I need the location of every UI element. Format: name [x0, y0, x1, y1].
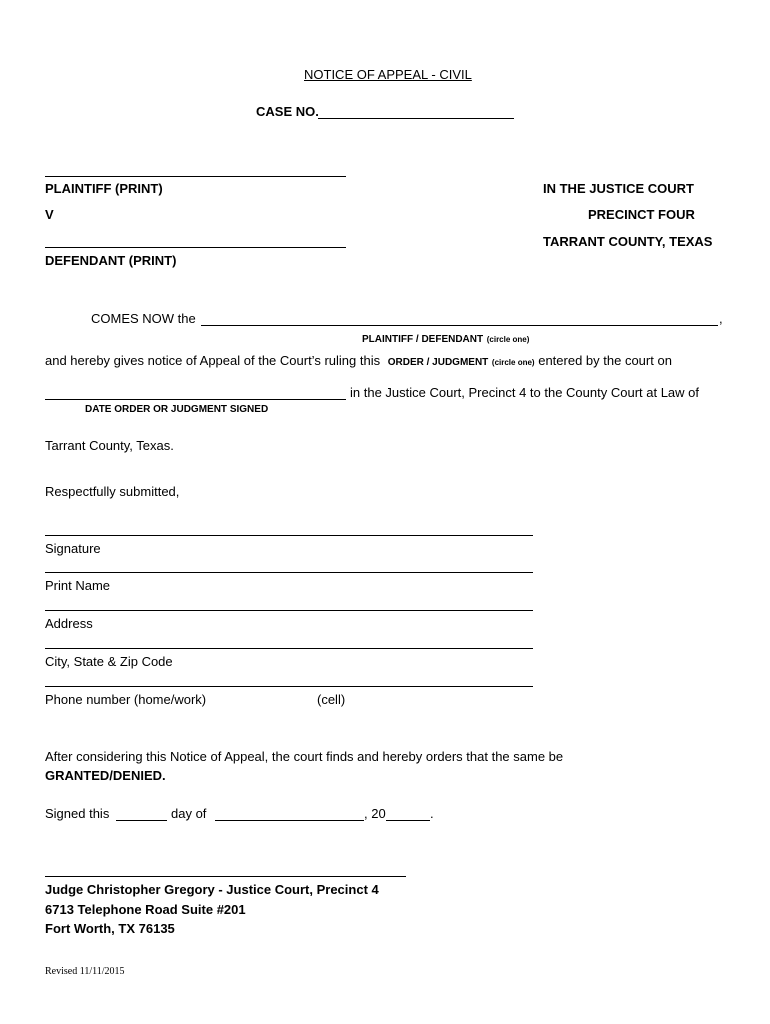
- phone-field[interactable]: [45, 686, 533, 687]
- versus-label: V: [45, 207, 54, 222]
- party-circle-one: (circle one): [486, 335, 530, 344]
- respectfully-text: Respectfully submitted,: [45, 484, 180, 499]
- granted-denied: GRANTED/DENIED.: [45, 768, 166, 783]
- party-choice: [362, 330, 529, 345]
- month-field[interactable]: [215, 820, 364, 821]
- signed-this-label: Signed this: [45, 806, 110, 821]
- address-field[interactable]: [45, 610, 533, 611]
- judge-address-1: 6713 Telephone Road Suite #201: [45, 902, 246, 917]
- consider-text: After considering this Notice of Appeal, the court finds and hereby orders that the same be: [45, 749, 564, 764]
- comma: ,: [719, 311, 723, 326]
- plaintiff-label: PLAINTIFF (PRINT): [45, 181, 163, 196]
- entered-text: entered by the court on: [538, 353, 672, 368]
- day-field[interactable]: [116, 820, 167, 821]
- date-label: DATE ORDER OR JUDGMENT SIGNED: [85, 404, 269, 415]
- party-field[interactable]: [201, 325, 718, 326]
- court-line-1: IN THE JUSTICE COURT: [543, 181, 694, 196]
- date-field[interactable]: [45, 399, 346, 400]
- document-title: NOTICE OF APPEAL - CIVIL: [304, 67, 472, 82]
- county-text: Tarrant County, Texas.: [45, 438, 174, 453]
- signature-field[interactable]: [45, 535, 533, 536]
- party-choice-label: PLAINTIFF / DEFENDANT: [362, 334, 484, 345]
- comes-now-text: COMES NOW the: [91, 311, 196, 326]
- plaintiff-field[interactable]: [45, 176, 346, 177]
- year-field[interactable]: [386, 820, 430, 821]
- notice-text: and hereby gives notice of Appeal of the Court’s ruling this: [45, 353, 381, 368]
- day-of-label: day of: [171, 806, 207, 821]
- phone-label: Phone number (home/work): [45, 692, 207, 707]
- judge-address-2: Fort Worth, TX 76135: [45, 921, 175, 936]
- city-state-zip-label: City, State & Zip Code: [45, 654, 173, 669]
- order-circle-one: (circle one): [491, 358, 535, 367]
- signature-label: Signature: [45, 541, 101, 556]
- city-state-zip-field[interactable]: [45, 648, 533, 649]
- order-choice-label: ORDER / JUDGMENT: [387, 357, 489, 368]
- defendant-field[interactable]: [45, 247, 346, 248]
- period: .: [430, 806, 434, 821]
- address-label: Address: [45, 616, 93, 631]
- notice-line: [45, 353, 672, 368]
- court-line-2: PRECINCT FOUR: [588, 207, 695, 222]
- court-line-3: TARRANT COUNTY, TEXAS: [543, 234, 713, 249]
- year-prefix: , 20: [364, 806, 386, 821]
- revised-date: Revised 11/11/2015: [45, 966, 125, 977]
- print-name-field[interactable]: [45, 572, 533, 573]
- judge-name: Judge Christopher Gregory - Justice Court, Precinct 4: [45, 882, 379, 897]
- court-text: in the Justice Court, Precinct 4 to the County Court at Law of: [350, 385, 700, 400]
- cell-label: (cell): [317, 692, 346, 707]
- defendant-label: DEFENDANT (PRINT): [45, 253, 177, 268]
- case-no-field[interactable]: [318, 118, 514, 119]
- judge-signature-field[interactable]: [45, 876, 406, 877]
- case-no-label: CASE NO.: [256, 104, 319, 119]
- print-name-label: Print Name: [45, 578, 111, 593]
